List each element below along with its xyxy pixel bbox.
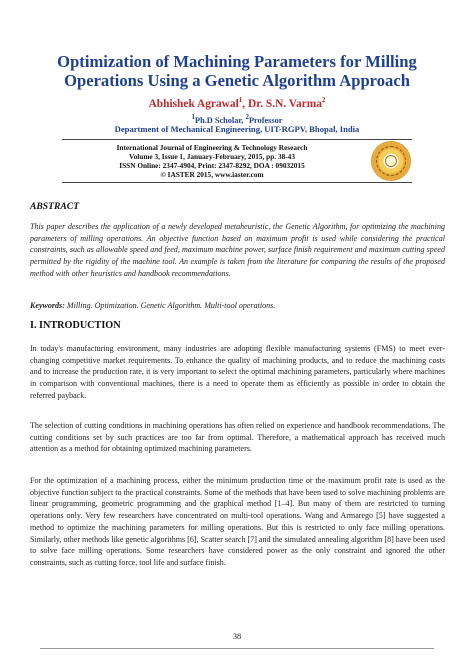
keywords-label: Keywords: bbox=[30, 301, 65, 310]
intro-paragraph-1: In today's manufacturing environment, many industries are adopting flexible manufacturing systems (FMS) to meet ever-changing competitive market requirements. To enhance the quality of machining products, and to reduce the machining costs and to increase the production rate, it is very important to select the optimal machining parameters, particularly where machines in comparison with conventional machines, there is a need to operate them as efficiently as possible in order to obtain the referred payback. bbox=[30, 344, 445, 400]
paper-title bbox=[40, 52, 434, 90]
department: Department of Mechanical Engineering, UIT-RGPV, Bhopal, India bbox=[114, 124, 360, 134]
keywords-text: Milling. Optimization. Genetic Algorithm. Multi-tool operations. bbox=[64, 301, 276, 310]
abstract-heading: ABSTRACT bbox=[30, 201, 80, 212]
logo-core bbox=[385, 155, 397, 167]
author-1-mark: 1 bbox=[238, 96, 243, 104]
intro-paragraph-2: The selection of cutting conditions in machining operations has often relied on experience and handbook recommendations. The cutting conditions set by such practices are too far from optimal. Therefore, a mathematical approach has received much attention as a method for obtaining optimized machining parameters. bbox=[30, 421, 445, 454]
intro-paragraph-3: For the optimization of a machining process, either the minimum production time or the maximum profit rate is used as the objective function subject to the practical constraints. Some of the methods that have been used to solve machining problems are linear programming, geometric programming and the graphical method [1–4]. But many of them are restricted to turning operations only. Very few researchers have concentrated on multi-tool operations. Wang and Armarego [5] have suggested a method to optimize the machining parameters for milling operations. But this is restricted to only face milling operations. Similarly, other methods like genetic algorithms [6], Scatter search [7] and the simulated annealing algorithm [8] have been used to solve face milling operations. Some researchers have considered power as the only constraint and ignored the other constraints, such as cutting force, tool life and surface finish. bbox=[30, 476, 445, 567]
author-roles bbox=[40, 113, 434, 125]
journal-info bbox=[62, 143, 362, 179]
title-line-1: Optimization of Machining Parameters for Milling bbox=[57, 52, 417, 71]
journal-issn: ISSN Online: 2347-4904, Print: 2347-8292, DOA : 09032015 bbox=[119, 161, 305, 170]
footer-rule bbox=[40, 648, 434, 649]
author-2: Dr. S.N. Varma bbox=[247, 97, 322, 110]
author-1: Abhishek Agrawal bbox=[148, 97, 239, 110]
abstract-text: This paper describes the application of a newly developed metaheuristic, the Genetic Algorithm, for optimizing the machining parameters of milling operations. An objective function based on maximum profit is used while considering the practical constraints, such as allowable speed and feed, maximum machine power, surface finish requirement and maximum cutting speed permitted by the rigidity of the machine tool. An example is taken from the literature for comparing the results of the proposed method with other heuristics and handbook recommendations. bbox=[30, 222, 445, 278]
role-1-mark: 1 bbox=[191, 113, 196, 121]
keywords bbox=[30, 300, 445, 312]
role-1: Ph.D Scholar, bbox=[195, 115, 246, 125]
header-rule-bottom bbox=[62, 182, 412, 183]
role-2-mark: 2 bbox=[245, 113, 249, 121]
journal-volume: Volume 3, Issue 1, January-February, 2015, pp. 38-43 bbox=[129, 152, 295, 161]
author-2-mark: 2 bbox=[321, 96, 326, 104]
author-separator: , bbox=[242, 97, 248, 110]
journal-logo-icon bbox=[372, 142, 410, 180]
journal-name: International Journal of Engineering & Technology Research bbox=[116, 143, 308, 152]
role-2: Professor bbox=[248, 115, 283, 125]
header-rule-top bbox=[62, 139, 412, 140]
journal-copyright: © IASTER 2015, www.iaster.com bbox=[160, 170, 264, 179]
author-list bbox=[40, 96, 434, 110]
page-number: 38 bbox=[232, 632, 242, 641]
title-line-2: Operations Using a Genetic Algorithm Approach bbox=[64, 71, 410, 90]
section-heading-introduction: I. INTRODUCTION bbox=[30, 320, 121, 331]
